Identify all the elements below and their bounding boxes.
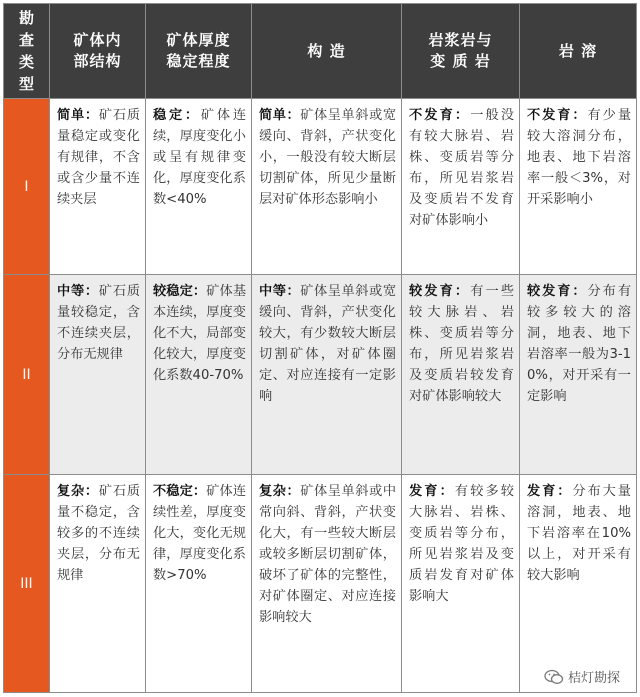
rock-cell [402,475,520,693]
keyword: 中等： [259,284,301,299]
header-type [4,4,50,99]
description: 分布有较多较大的溶洞，地表、地下岩溶率一般为3-10%，对开采有一定影响 [527,284,632,404]
header-thickness-line2: 稳定程度 [166,52,231,70]
internal-structure-cell [50,275,146,475]
keyword: 复杂： [259,484,301,499]
keyword: 不稳定： [153,484,207,499]
structure-cell [252,275,402,475]
description: 矿体连续性差，厚度变化大，变化无规律，厚度变化系数>70% [153,484,247,583]
watermark-text: 桔灯勘探 [567,671,620,686]
description: 有较多较大脉岩、岩株、变质岩等分布，所见岩浆岩及变质岩发育对矿体影响大 [409,484,514,604]
structure-cell [252,99,402,275]
keyword: 较发育： [409,284,471,299]
keyword: 较稳定： [153,284,207,299]
table-row [4,99,637,275]
description: 分布大量溶洞，地表、地下岩溶率在10%以上，对开采有较大影响 [527,484,631,583]
description: 矿体呈单斜或宽缓向、背斜，产状变化较大，有少数较大断层切割矿体，对矿体圈定、对应连接有一定影响 [259,284,397,404]
header-thickness-stability [146,4,252,99]
thickness-stability-cell [146,275,252,475]
header-structure: 构 造 [252,4,402,99]
structure-cell [252,475,402,693]
description: 矿体呈单斜或宽缓向、背斜，产状变化小，一般没有较大断层切割矿体，所见少量断层对矿体形态影响小 [259,108,397,207]
watermark [542,666,622,687]
rock-cell [402,275,520,475]
rock-cell [402,99,520,275]
keyword: 中等： [57,284,99,299]
type-cell: III [4,475,50,693]
description: 矿体基本连续，厚度变化不大，局部变化较大，厚度变化系数40-70% [153,284,247,383]
keyword: 不发育： [409,108,471,123]
thickness-stability-cell [146,475,252,693]
header-internal-structure [50,4,146,99]
header-rock-line2: 变 质 岩 [430,52,491,70]
internal-structure-cell [50,99,146,275]
description: 矿石质量稳定或变化有规律，不含或含少量不连续夹层 [57,108,141,207]
description: 一般没有较大脉岩、岩株、变质岩等分布，所见岩浆岩及变质岩不发育对矿体影响小 [409,108,515,228]
type-cell: I [4,99,50,275]
thickness-stability-cell [146,99,252,275]
karst-cell [520,475,637,693]
header-karst: 岩 溶 [520,4,637,99]
header-thickness-line1: 矿体厚度 [166,31,231,49]
keyword: 不发育： [527,108,588,123]
description: 有少量较大溶洞分布，地表、地下岩溶率一般＜3%，对开采影响小 [527,108,632,207]
keyword: 简单： [259,108,301,123]
header-rock [402,4,520,99]
internal-structure-cell [50,475,146,693]
wechat-icon [544,669,564,685]
keyword: 较发育： [527,284,588,299]
table-row [4,475,637,693]
table-row [4,275,637,475]
keyword: 简单： [57,108,99,123]
header-internal-structure-line1: 矿体内 [73,31,122,49]
karst-cell [520,275,637,475]
exploration-type-table [3,3,637,693]
header-rock-line1: 岩浆岩与 [428,31,493,49]
keyword: 稳定： [153,108,201,123]
header-type-text: 勘查类型 [18,9,34,93]
description: 有一些较大脉岩、岩株、变质岩等分布，所见岩浆岩及变质岩较发育对矿体影响较大 [409,284,515,404]
type-cell: II [4,275,50,475]
description: 矿石质量不稳定，含较多的不连续夹层，分布无规律 [57,484,141,583]
header-row [4,4,637,99]
description: 矿石质量较稳定，含不连续夹层，分布无规律 [57,284,141,362]
keyword: 复杂： [57,484,99,499]
karst-cell [520,99,637,275]
description: 矿体连续，厚度变化小或呈有规律变化，厚度变化系数<40% [153,108,247,207]
header-internal-structure-line2: 部结构 [73,52,122,70]
keyword: 发育： [527,484,573,499]
keyword: 发育： [409,484,455,499]
description: 矿体呈单斜或中常向斜、背斜，产状变化大，有一些较大断层或较多断层切割矿体，破坏了矿体的完整性，对矿体圈定、对应连接影响较大 [259,484,397,625]
